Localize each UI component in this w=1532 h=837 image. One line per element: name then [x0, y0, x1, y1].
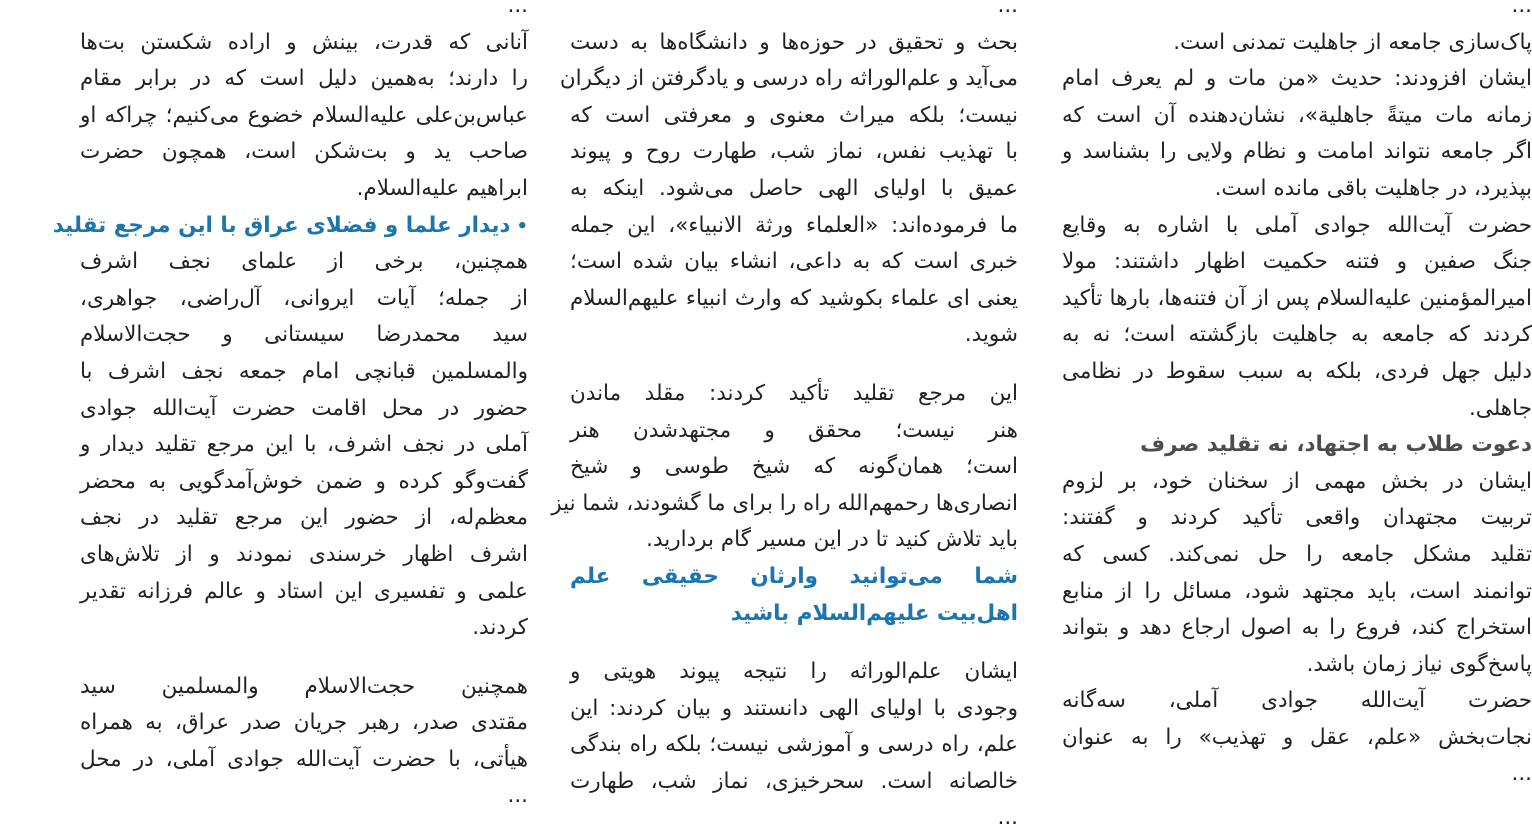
text-line: کردند. — [472, 615, 528, 641]
paragraph-gap — [570, 354, 1018, 376]
bullet-dot: • — [516, 215, 528, 237]
text-line: عمیق با اولیای الهی حاصل می‌شود. اینکه به — [570, 175, 1018, 201]
section-heading — [52, 208, 528, 245]
text-line: ابراهیم علیه‌السلام. — [356, 175, 528, 201]
text-line: مقتدی صدر، رهبر جریان صدر عراق، به همراه — [80, 710, 528, 736]
text-line: شوید. — [964, 322, 1018, 348]
text-line: وجودی با اولیای الهی دانستند و بیان کردند: این — [570, 695, 1018, 721]
section-heading-text: دیدار علما و فضلای عراق با این مرجع تقلید — [52, 212, 511, 238]
text-line: اگر جامعه نتواند امامت و نظام ولایی را بشناسد و — [1062, 139, 1532, 165]
text-line: خبری است که به داعی، انشاء بیان شده است؛ — [570, 249, 1018, 275]
text-line: زمانه مات میتةً جاهلیة»، نشان‌دهنده آن است که — [1062, 102, 1532, 128]
text-line: حضرت آیت‌الله جوادی آملی با اشاره به وقایع — [1062, 212, 1532, 238]
text-line: یعنی ای علماء بکوشید که وارث انبیاء علیهم‌السلام — [570, 285, 1018, 311]
text-line: کردند که جامعه به جاهلیت بازگشته است؛ نه به — [1062, 322, 1532, 348]
text-line: صاحب ید و بت‌شکن است، همچون حضرت — [80, 139, 528, 165]
text-line: انصاری‌ها رحمهم‌الله راه را برای ما گشودند، شما نیز — [551, 490, 1018, 516]
column-middle — [551, 0, 1018, 837]
text-line: ... — [507, 783, 528, 809]
text-line: استخراج کند، فروع را به اصول ارجاع دهد و بتواند — [1062, 615, 1532, 641]
text-line: علمی و تفسیری این استاد و عالم فرزانه تقدیر — [80, 578, 528, 604]
section-heading-continued: اهل‌بیت علیهم‌السلام باشید — [730, 600, 1018, 626]
text-line: نیست؛ بلکه میراث معنوی و معرفتی است که — [570, 102, 1018, 128]
text-line: اشرف اظهار خرسندی نمودند و از تلاش‌های — [80, 541, 528, 567]
text-line: سید محمدرضا سیستانی و حجت‌الاسلام — [80, 322, 528, 348]
text-line: توانمند است، باید مجتهد شود، مسائل را از منابع — [1062, 578, 1532, 604]
text-line: از جمله؛ آیات ایروانی، آل‌راضی، جواهری، — [80, 285, 528, 311]
text-line: تقلید مشکل جامعه را حل نمی‌کند. کسی که — [1062, 541, 1532, 567]
paragraph-gap — [570, 632, 1018, 654]
text-line: هیأتی، با حضرت آیت‌الله جوادی آملی، در محل — [80, 746, 528, 772]
text-line: حضور در محل اقامت حضرت آیت‌الله جوادی — [80, 395, 528, 421]
text-line: ... — [997, 0, 1018, 18]
text-line: همچنین، برخی از علمای نجف اشرف — [80, 249, 528, 275]
text-line: این مرجع تقلید تأکید کردند: مقلد ماندن — [570, 380, 1018, 406]
text-line: ایشان افزودند: حدیث «من مات و لم یعرف امام — [1062, 66, 1532, 92]
text-line: حضرت آیت‌الله جوادی آملی، سه‌گانه — [1062, 688, 1532, 714]
paragraph-gap — [80, 647, 528, 669]
section-heading: دعوت طلاب به اجتهاد، نه تقلید صرف — [1140, 432, 1532, 458]
text-line: با تهذیب نفس، نماز شب، طهارت روح و پیوند — [570, 139, 1018, 165]
text-line: ... — [1511, 761, 1532, 787]
text-line: را دارند؛ به‌همین دلیل است که در برابر مقام — [80, 66, 528, 92]
text-line: علم، راه درسی و آموزشی نیست؛ بلکه راه بندگی — [570, 732, 1018, 758]
text-line: والمسلمین قبانچی امام جمعه نجف اشرف با — [80, 358, 528, 384]
text-line: همچنین حجت‌الاسلام والمسلمین سید — [80, 673, 528, 699]
text-line: ... — [997, 805, 1018, 831]
text-line: ... — [507, 0, 528, 18]
text-line: معظم‌له، از حضور این مرجع تقلید در نجف — [80, 505, 528, 531]
text-line: ایشان در بخش مهمی از سخنان خود، بر لزوم — [1062, 468, 1532, 494]
column-right — [1062, 0, 1532, 793]
text-line: می‌آید و علم‌الوراثه راه درسی و یادگرفتن از دیگران — [559, 66, 1018, 92]
text-line: بپذیرد، در جاهلیت باقی مانده است. — [1214, 175, 1532, 201]
text-line: دلیل جهل فردی، بلکه به سبب سقوط در نظامی — [1062, 358, 1532, 384]
text-line: تربیت مجتهدان واقعی تأکید کردند و گفتند: — [1062, 505, 1532, 531]
text-line: ایشان علم‌الوراثه را نتیجه پیوند هویتی و — [570, 659, 1018, 685]
column-left — [52, 0, 528, 815]
text-line: آنانی که قدرت، بینش و اراده شکستن بت‌ها — [80, 29, 528, 55]
text-line: پاسخ‌گوی نیاز زمان باشد. — [1306, 651, 1532, 677]
text-line: نجات‌بخش «علم، عقل و تهذیب» را به عنوان — [1062, 724, 1532, 750]
section-heading: شما می‌توانید وارثان حقیقی علم — [570, 563, 1018, 589]
text-line: ... — [1511, 0, 1532, 18]
text-line: پاک‌سازی جامعه از جاهلیت تمدنی است. — [1173, 29, 1532, 55]
text-line: امیرالمؤمنین علیه‌السلام پس از آن فتنه‌ها، بارها تأکید — [1062, 285, 1532, 311]
text-line: عباس‌بن‌علی علیه‌السلام خضوع می‌کنیم؛ چراکه او — [80, 102, 528, 128]
text-line: ما فرموده‌اند: «العلماء ورثة الانبیاء»، این جمله — [570, 212, 1018, 238]
text-line: جنگ صفین و فتنه حکمیت اظهار داشتند: مولا — [1062, 249, 1532, 275]
text-line: بحث و تحقیق در حوزه‌ها و دانشگاه‌ها به دست — [570, 29, 1018, 55]
text-line: هنر نیست؛ محقق و مجتهدشدن هنر — [570, 417, 1018, 443]
text-line: گفت‌وگو کرده و ضمن خوش‌آمدگویی به محضر — [80, 468, 528, 494]
text-line: آملی در نجف اشرف، با این مرجع تقلید دیدار و — [80, 432, 528, 458]
text-line: جاهلی. — [1468, 395, 1532, 421]
text-line: باید تلاش کنید تا در این مسیر گام بردارید. — [646, 527, 1018, 553]
text-line: است؛ همان‌گونه که شیخ طوسی و شیخ — [570, 454, 1018, 480]
text-line: خالصانه است. سحرخیزی، نماز شب، طهارت — [570, 768, 1018, 794]
